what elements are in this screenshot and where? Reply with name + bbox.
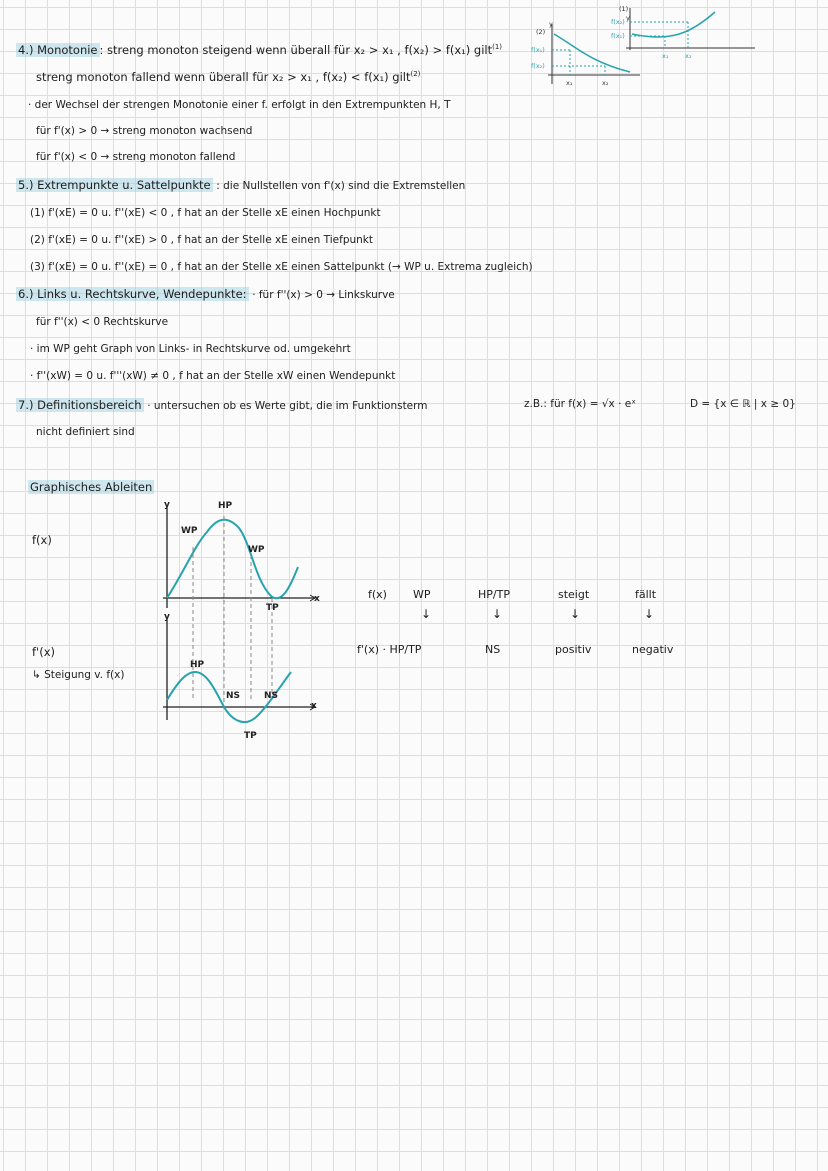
graph-top-y: y	[164, 500, 170, 510]
extrem-case-3: (3) f'(xE) = 0 u. f''(xE) = 0 , f hat an der Stelle xE einen Sattelpunkt (→ WP u. Extrema zugleich)	[30, 261, 533, 273]
kurven-line-3: · im WP geht Graph von Links- in Rechtskurve od. umgekehrt	[30, 343, 351, 355]
table-arrow-1: ↓	[421, 607, 432, 621]
diagram1-y-label: y	[626, 14, 630, 22]
table-wp: WP	[413, 588, 431, 601]
diagram2-y-label: y	[549, 20, 553, 28]
kurven-line-2: für f''(x) < 0 Rechtskurve	[36, 316, 169, 328]
monotonie-ref-2: (2)	[410, 70, 421, 78]
table-arrow-4: ↓	[644, 607, 655, 621]
extrem-case-2: (2) f'(xE) = 0 u. f''(xE) > 0 , f hat an der Stelle xE einen Tiefpunkt	[30, 234, 373, 246]
graph-label-ns2: NS	[264, 691, 279, 701]
fpx-sublabel: ↳ Steigung v. f(x)	[32, 669, 125, 681]
graph-label-wp1: WP	[181, 526, 198, 536]
extrem-intro: : die Nullstellen von f'(x) sind die Extremstellen	[216, 180, 466, 192]
diagram2-x1: x₁	[566, 79, 573, 87]
graph-top-x: x	[314, 594, 320, 604]
diagram2-fx2: f(x₂)	[531, 62, 545, 70]
table-faellt: fällt	[635, 588, 657, 601]
fpx-label: f'(x)	[32, 645, 55, 659]
graph-ableiten	[155, 500, 325, 740]
definition-heading: 7.) Definitionsbereich	[18, 398, 142, 412]
monotonie-line-4: für f'(x) > 0 → streng monoton wachsend	[36, 125, 253, 137]
monotonie-line-5: für f'(x) < 0 → streng monoton fallend	[36, 151, 236, 163]
table-hptp: HP/TP	[478, 588, 510, 601]
diagram1-x1: x₁	[662, 52, 669, 60]
definition-heading-line	[16, 398, 428, 413]
table-fpx-hptp: f'(x) · HP/TP	[357, 643, 422, 656]
diagram1-fx1: f(x₁)	[611, 32, 625, 40]
diagram1-number: (1)	[619, 5, 629, 13]
table-ns: NS	[485, 643, 501, 656]
table-arrow-2: ↓	[492, 607, 503, 621]
kurven-line-4: · f''(xW) = 0 u. f'''(xW) ≠ 0 , f hat an der Stelle xW einen Wendepunkt	[30, 370, 396, 382]
diagram1-fx2: f(x₂)	[611, 18, 625, 26]
graph-label-wp2: WP	[248, 545, 265, 555]
monotonie-diagram	[530, 4, 770, 104]
graphisch-heading-text: Graphisches Ableiten	[30, 480, 153, 494]
diagram2-x2: x₂	[602, 79, 609, 87]
fx-label: f(x)	[32, 533, 52, 547]
graph-label-ns1: NS	[226, 691, 241, 701]
diagram1-x2: x₂	[685, 52, 692, 60]
monotonie-ref-1: (1)	[492, 43, 503, 51]
graph-bot-x: x	[311, 701, 317, 711]
table-fx: f(x)	[368, 588, 387, 601]
table-negativ: negativ	[632, 643, 674, 656]
monotonie-heading: 4.) Monotonie	[18, 42, 98, 57]
diagram2-fx1: f(x₁)	[531, 46, 545, 54]
graph-label-hp: HP	[218, 501, 233, 511]
kurven-heading-line	[16, 287, 395, 302]
extrem-heading: 5.) Extrempunkte u. Sattelpunkte	[18, 178, 211, 192]
table-arrow-3: ↓	[570, 607, 581, 621]
extrem-heading-line	[16, 178, 465, 193]
graphisch-heading	[28, 480, 154, 494]
kurven-heading: 6.) Links u. Rechtskurve, Wendepunkte:	[18, 287, 247, 301]
definition-text-2: nicht definiert sind	[36, 426, 135, 438]
graph-label-bot-hp: HP	[190, 660, 205, 670]
definition-example: z.B.: für f(x) = √x · eˣ	[524, 398, 636, 410]
graph-label-tp: TP	[266, 603, 279, 613]
definition-domain: D = {x ∈ ℝ | x ≥ 0}	[690, 398, 796, 410]
table-steigt: steigt	[558, 588, 590, 601]
monotonie-line1-text: : streng monoton steigend wenn überall für x₂ > x₁ , f(x₂) > f(x₁) gilt	[99, 42, 493, 57]
graph-label-bot-tp: TP	[244, 731, 257, 741]
monotonie-line-2	[36, 67, 420, 84]
table-positiv: positiv	[555, 643, 592, 656]
graph-bot-y: y	[164, 612, 170, 622]
diagram2-number: (2)	[536, 28, 546, 36]
monotonie-line2-text: streng monoton fallend wenn überall für x₂ > x₁ , f(x₂) < f(x₁) gilt	[36, 69, 411, 84]
extrem-case-1: (1) f'(xE) = 0 u. f''(xE) < 0 , f hat an der Stelle xE einen Hochpunkt	[30, 207, 381, 219]
definition-text: · untersuchen ob es Werte gibt, die im Funktionsterm	[147, 400, 428, 412]
kurven-intro: · für f''(x) > 0 → Linkskurve	[252, 289, 395, 301]
monotonie-line-1	[16, 40, 502, 57]
monotonie-line-3: · der Wechsel der strengen Monotonie einer f. erfolgt in den Extrempunkten H, T	[28, 99, 451, 111]
